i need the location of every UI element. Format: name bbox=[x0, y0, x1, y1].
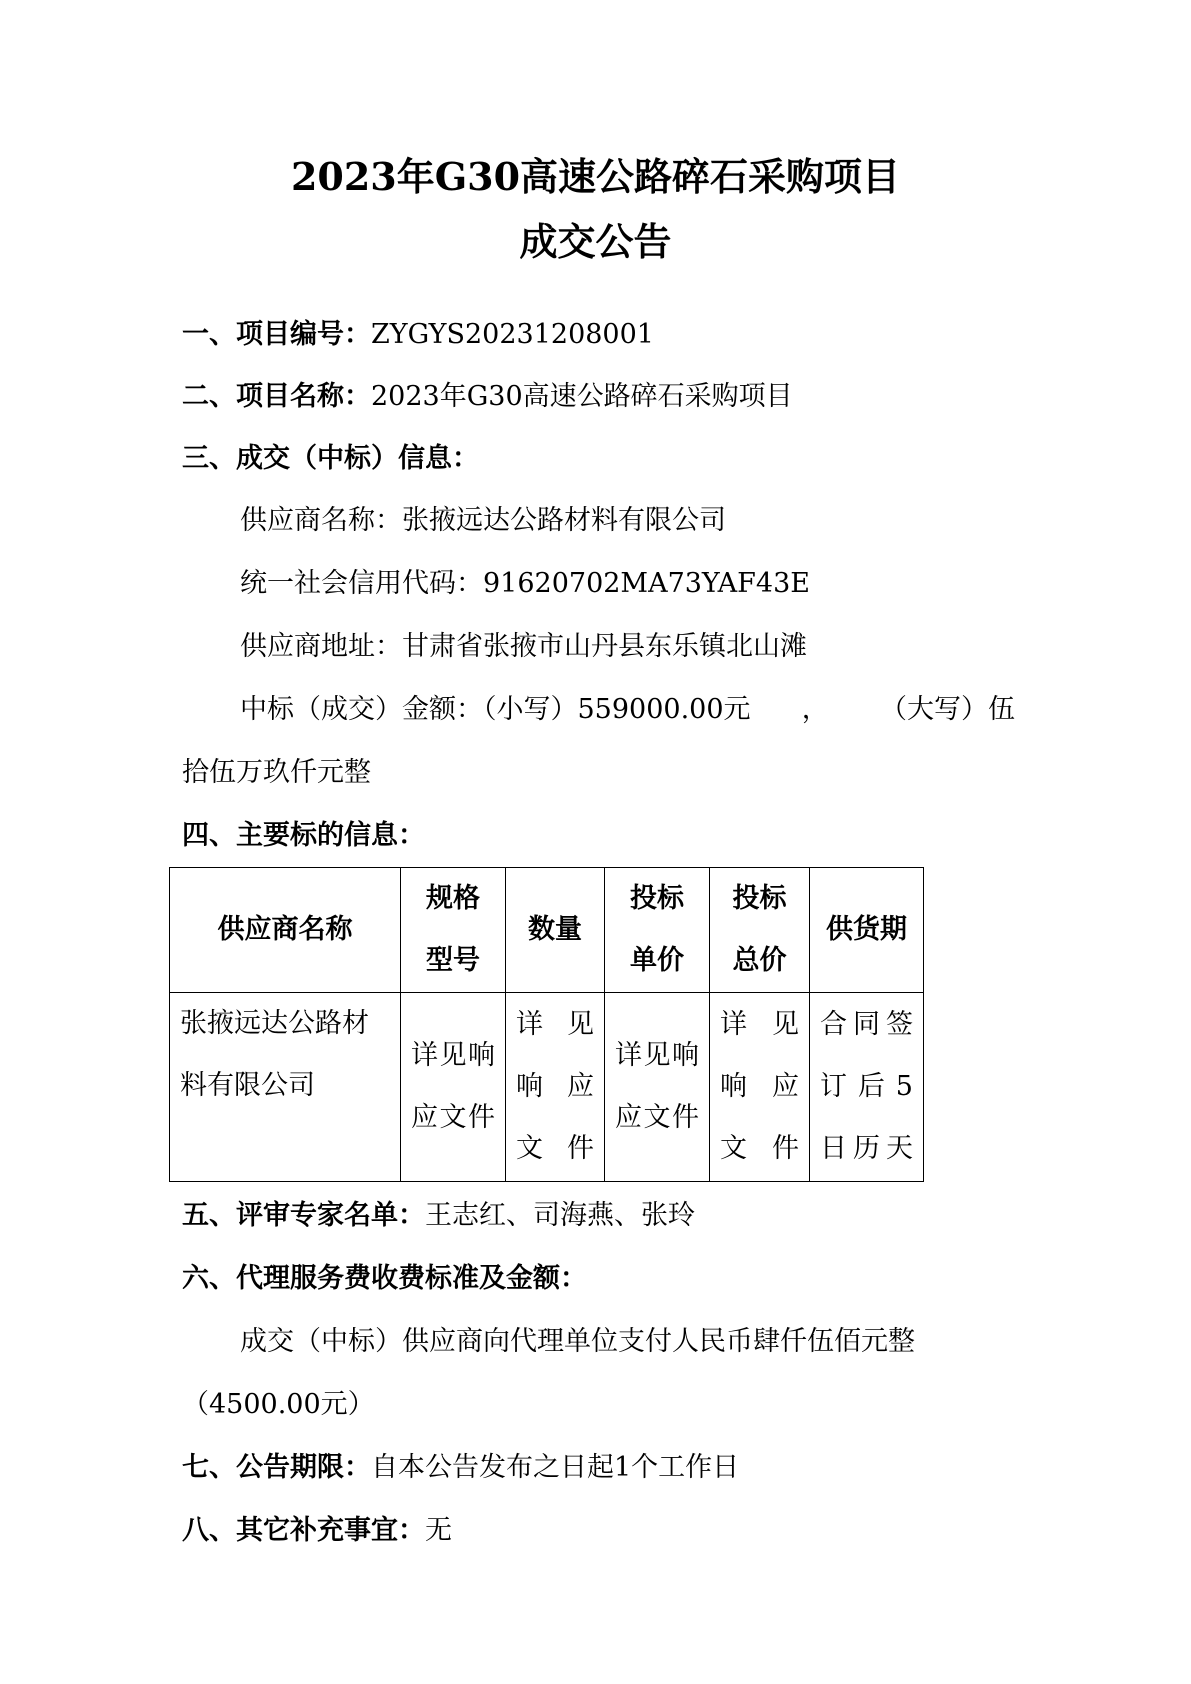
credit-code-text: 统一社会信用代码：91620702MA73YAF43E bbox=[240, 568, 810, 599]
award-amount-line bbox=[240, 693, 1015, 727]
table-row bbox=[170, 993, 924, 1182]
main-items-heading: 四、主要标的信息： bbox=[182, 820, 425, 851]
document-subtitle: 成交公告 bbox=[519, 219, 672, 264]
expert-list-value: 王志红、司海燕、张玲 bbox=[425, 1200, 695, 1231]
agency-fee-heading: 六、代理服务费收费标准及金额： bbox=[182, 1263, 587, 1294]
project-name-line bbox=[182, 380, 793, 414]
notice-period-value: 自本公告发布之日起1个工作日 bbox=[371, 1452, 740, 1483]
notice-period-line bbox=[182, 1451, 739, 1485]
header-unit-price-l1: 投标 bbox=[630, 883, 684, 914]
cell-total-price: 详见响应文件 bbox=[710, 993, 810, 1182]
project-name-value: 2023年G30高速公路碎石采购项目 bbox=[371, 381, 793, 412]
cell-supplier: 张掖远达公路材料有限公司 bbox=[170, 993, 401, 1182]
document-title: 2023年G30高速公路碎石采购项目 bbox=[290, 154, 901, 199]
other-matters-line bbox=[182, 1514, 452, 1548]
award-amount-words: 拾伍万玖仟元整 bbox=[182, 757, 371, 788]
notice-period-label: 七、公告期限： bbox=[182, 1452, 371, 1483]
cell-spec: 详见响应文件 bbox=[401, 993, 506, 1182]
header-unit-price-l2: 单价 bbox=[630, 945, 684, 976]
other-matters-label: 八、其它补充事宜： bbox=[182, 1515, 425, 1546]
header-spec-l1: 规格 bbox=[426, 883, 480, 914]
expert-list-label: 五、评审专家名单： bbox=[182, 1200, 425, 1231]
project-name-label: 二、项目名称： bbox=[182, 381, 371, 412]
project-number-line bbox=[182, 318, 654, 352]
project-number-label: 一、项目编号： bbox=[182, 319, 371, 350]
cell-quantity: 详见响应文件 bbox=[506, 993, 605, 1182]
award-info-heading: 三、成交（中标）信息： bbox=[182, 443, 479, 474]
table-header-row bbox=[170, 868, 924, 993]
cell-unit-price: 详见响应文件 bbox=[605, 993, 710, 1182]
agency-fee-text: 成交（中标）供应商向代理单位支付人民币肆仟伍佰元整 bbox=[240, 1326, 915, 1357]
header-unit-price bbox=[605, 868, 710, 993]
header-total-price-l2: 总价 bbox=[732, 945, 787, 976]
agency-fee-amount: （4500.00元） bbox=[182, 1389, 375, 1420]
project-number-value: ZYGYS20231208001 bbox=[371, 319, 654, 350]
cell-delivery: 合同签订后5日历天 bbox=[810, 993, 924, 1182]
main-items-table bbox=[169, 867, 924, 1182]
expert-list-line bbox=[182, 1199, 695, 1233]
other-matters-value: 无 bbox=[425, 1515, 452, 1546]
header-spec-l2: 型号 bbox=[426, 945, 480, 976]
header-total-price bbox=[710, 868, 810, 993]
header-total-price-l1: 投标 bbox=[732, 883, 787, 914]
header-spec bbox=[401, 868, 506, 993]
supplier-address-text: 供应商地址：甘肃省张掖市山丹县东乐镇北山滩 bbox=[240, 631, 807, 662]
header-quantity: 数量 bbox=[506, 868, 605, 993]
header-delivery: 供货期 bbox=[810, 868, 924, 993]
award-amount-part2: （大写）伍 bbox=[879, 694, 1015, 725]
award-amount-part1: 中标（成交）金额：（小写）559000.00元 bbox=[240, 694, 751, 725]
supplier-name-text: 供应商名称：张掖远达公路材料有限公司 bbox=[240, 505, 726, 536]
header-supplier: 供应商名称 bbox=[170, 868, 401, 993]
award-amount-comma: ， bbox=[801, 694, 829, 725]
